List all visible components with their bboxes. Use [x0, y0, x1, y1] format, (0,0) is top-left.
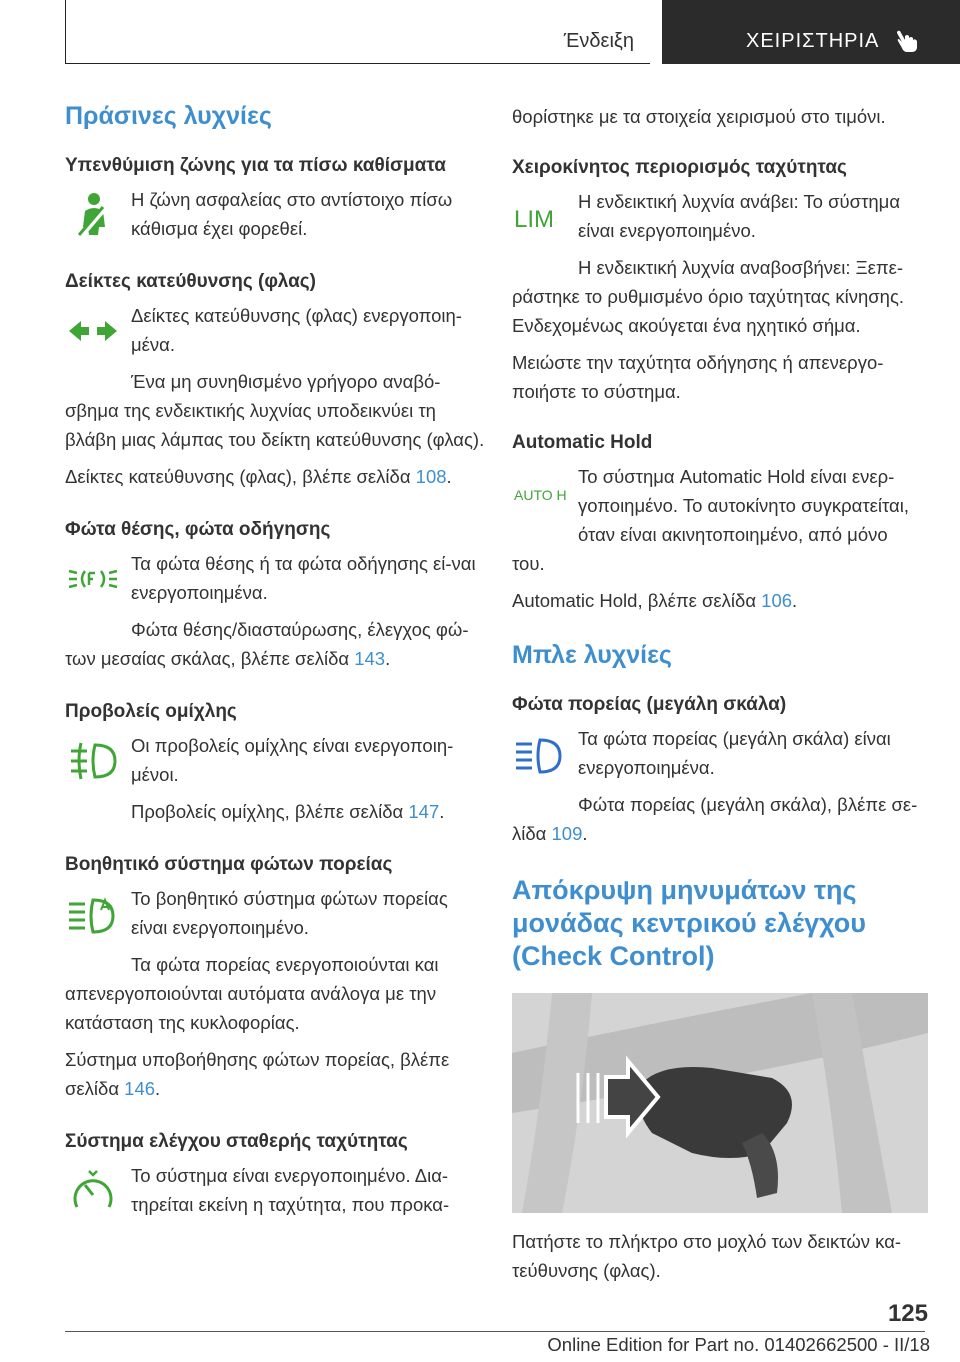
position-lights-page-link[interactable]: 143 [354, 648, 386, 669]
speed-limiter-heading: Χειροκίνητος περιορισμός ταχύτητας [512, 157, 847, 178]
turn-signal-text-2b: σβημα της ενδεικτικής λυχνίας υποδεικνύει τη βλάβη μιας λάμπας του δείκτη κατεύθυνσης (φλας). [65, 400, 485, 450]
high-beam-heading: Φώτα πορείας (μεγάλη σκάλα) [512, 694, 787, 715]
high-beam-text-1: Τα φώτα πορείας (μεγάλη σκάλα) είναι ενεργοποιημένα. [578, 728, 891, 778]
automatic-hold-text-1: Το σύστημα Automatic Hold είναι ενερ-γοποιημένο. Το αυτοκίνητο συγκρατείται, όταν είναι ακινητοποιημένο, από μόνο [578, 466, 909, 545]
turn-signal-heading: Δείκτες κατεύθυνσης (φλας) [65, 271, 316, 292]
header-rule-left [65, 0, 66, 64]
fog-lights-ref: Προβολείς ομίχλης, βλέπε σελίδα 147. [131, 801, 445, 822]
cruise-control-heading: Σύστημα ελέγχου σταθερής ταχύτητας [65, 1131, 408, 1152]
seatbelt-heading: Υπενθύμιση ζώνης για τα πίσω καθίσματα [65, 155, 446, 176]
left-column [65, 102, 485, 1227]
turn-signal-text-1: Δείκτες κατεύθυνσης (φλας) ενεργοποιη-μένα. [131, 305, 462, 355]
fog-lights-text-1: Οι προβολείς ομίχλης είναι ενεργοποιη-μένοι. [131, 735, 454, 785]
blue-lights-title: Μπλε λυχνίες [512, 641, 672, 669]
high-beam-entry [512, 724, 932, 782]
footer-edition: Online Edition for Part no. 01402662500 - II/18 [547, 1334, 930, 1355]
auto-hold-label: AUTO H [514, 487, 567, 503]
high-beam-icon [512, 728, 568, 780]
seatbelt-icon [65, 189, 121, 241]
high-beam-assist-heading: Βοηθητικό σύστημα φώτων πορείας [65, 854, 393, 875]
fog-lights-heading: Προβολείς ομίχλης [65, 701, 237, 722]
high-beam-assist-text-2a: Τα φώτα πορείας ενεργοποιούνται και [131, 954, 439, 975]
high-beam-assist-page-link[interactable]: 146 [124, 1078, 156, 1099]
fog-lights-page-link[interactable]: 147 [408, 801, 440, 822]
automatic-hold-heading: Automatic Hold [512, 432, 653, 453]
turn-signal-ref: Δείκτες κατεύθυνσης (φλας), βλέπε σελίδα 108. [65, 466, 452, 487]
footer-rule [65, 1331, 925, 1332]
high-beam-assist-ref: Σύστημα υποβοήθησης φώτων πορείας, βλέπε σελίδα 146. [65, 1049, 450, 1099]
fog-light-icon [65, 735, 121, 787]
turn-signal-page-link[interactable]: 108 [415, 466, 447, 487]
turn-signal-entry [65, 301, 485, 359]
turn-signal-text-2a: Ένα μη συνηθισμένο γρήγορο αναβό- [131, 371, 441, 392]
automatic-hold-text-1b: του. [512, 553, 545, 574]
automatic-hold-page-link[interactable]: 106 [761, 590, 793, 611]
header-rule-bottom [65, 63, 650, 64]
cruise-control-text-1: Το σύστημα είναι ενεργοποιημένο. Δια-τηρείται εκείνη η ταχύτητα, που προκα- [131, 1165, 450, 1215]
automatic-hold-ref: Automatic Hold, βλέπε σελίδα 106. [512, 590, 798, 611]
auto-hold-icon [512, 466, 568, 518]
speed-limiter-text-2a: Η ενδεικτική λυχνία αναβοσβήνει: Ξεπε- [578, 257, 904, 278]
header-section-label: Ένδειξη [563, 30, 634, 52]
page-number: 125 [887, 1300, 928, 1327]
position-lights-icon [65, 553, 121, 605]
high-beam-ref: λίδα 109. [512, 823, 588, 844]
high-beam-assist-entry [65, 884, 485, 942]
position-lights-text-1: Τα φώτα θέσης ή τα φώτα οδήγησης εί-ναι ενεργοποιημένα. [131, 553, 476, 603]
fog-lights-entry [65, 731, 485, 789]
header-chapter-tab [662, 0, 960, 64]
cruise-control-text-cont: θορίστηκε με τα στοιχεία χειρισμού στο τιμόνι. [512, 106, 886, 127]
speed-limiter-entry [512, 187, 932, 245]
header-chapter-label: ΧΕΙΡΙΣΤΗΡΙΑ [746, 30, 880, 52]
speed-limiter-lim-label: LIM [514, 206, 555, 233]
pointing-hand-icon [894, 28, 920, 54]
high-beam-page-link[interactable]: 109 [551, 823, 583, 844]
high-beam-assist-text-1: Το βοηθητικό σύστημα φώτων πορείας είναι ενεργοποιημένο. [131, 888, 448, 938]
position-lights-heading: Φώτα θέσης, φώτα οδήγησης [65, 519, 331, 540]
speed-limiter-text-1: Η ενδεικτική λυχνία ανάβει: Το σύστημα είναι ενεργοποιημένο. [578, 191, 901, 241]
high-beam-text-2a: Φώτα πορείας (μεγάλη σκάλα), βλέπε σε- [578, 794, 918, 815]
speed-limiter-lim-icon [512, 191, 568, 243]
high-beam-assist-icon [65, 888, 121, 940]
green-lights-title: Πράσινες λυχνίες [65, 102, 272, 130]
cruise-control-entry [65, 1161, 485, 1219]
automatic-hold-entry [512, 462, 932, 549]
cruise-control-icon [65, 1165, 121, 1217]
seatbelt-text: Η ζώνη ασφαλείας στο αντίστοιχο πίσω κάθισμα έχει φορεθεί. [131, 189, 453, 239]
seatbelt-entry [65, 185, 485, 243]
position-lights-ref: των μεσαίας σκάλας, βλέπε σελίδα 143. [65, 648, 391, 669]
check-control-caption: Πατήστε το πλήκτρο στο μοχλό των δεικτών κα-τεύθυνσης (φλας). [512, 1231, 902, 1281]
turn-signal-arrows-icon [65, 305, 121, 357]
speed-limiter-text-3: Μειώστε την ταχύτητα οδήγησης ή απενεργο-ποιήστε το σύστημα. [512, 352, 884, 402]
turn-signal-stalk-photo [512, 993, 928, 1213]
speed-limiter-text-2b: ράστηκε το ρυθμισμένο όριο ταχύτητας κίνησης. Ενδεχομένως ακούγεται ένα ηχητικό σήμα. [512, 286, 905, 336]
position-lights-text-2a: Φώτα θέσης/διασταύρωσης, έλεγχος φώ- [131, 619, 469, 640]
position-lights-entry [65, 549, 485, 607]
right-column [512, 102, 932, 1293]
high-beam-assist-text-2b: απενεργοποιούνται αυτόματα ανάλογα με την κατάσταση της κυκλοφορίας. [65, 983, 437, 1033]
check-control-title: Απόκρυψη μηνυμάτων της μονάδας κεντρικού ελέγχου (Check Control) [512, 875, 866, 971]
